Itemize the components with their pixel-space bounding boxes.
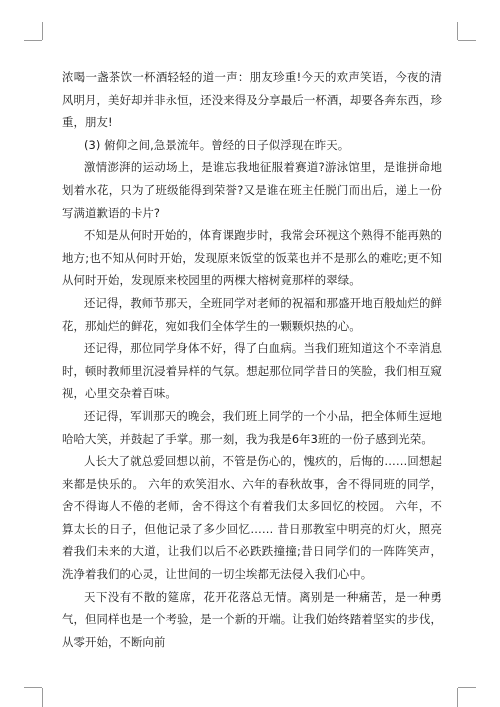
- paragraph: 人长大了就总爱回想以前，不管是伤心的，愧疚的，后悔的……回想起来都是快乐的。 六年的欢笑泪水、六年的春秋故事，舍不得同班的同学，舍不得诲人不倦的老师，舍不得这个有着我们太多回忆的校园。 六年，不算太长的日子，但他记录了多少回忆…… 昔日那教室中明亮的灯火，照亮着我们未来的大道，让我们以后不必跌跌撞撞;昔日同学们的一阵阵笑声，洗净着我们的心灵，让世间的一切尘埃都无法侵入我们心中。: [62, 454, 442, 582]
- paragraph: 还记得，军训那天的晚会，我们班上同学的一个小品，把全体师生逗地哈哈大笑，并鼓起了手掌。那一刻，我为我是6年3班的一份子感到光荣。: [62, 408, 442, 446]
- crop-mark-bottom-left: [24, 687, 42, 688]
- document-body: [62, 66, 442, 653]
- crop-mark-bottom-right: [458, 687, 476, 688]
- paragraph: (3) 俯仰之间,急景流年。曾经的日子似浮现在昨天。: [84, 137, 350, 152]
- crop-mark-top-left: [24, 40, 42, 41]
- paragraph: 浓喝一盏茶饮一杯酒轻轻的道一声：朋友珍重!今天的欢声笑语，今夜的清风明月，美好却并非永恒，还没来得及分享最后一杯酒，却要各奔东西，珍重，朋友!: [62, 70, 442, 130]
- crop-mark-top-right: [457, 22, 458, 40]
- crop-mark-bottom-left: [42, 688, 43, 707]
- paragraph: 不知是从何时开始的，体育课跑步时，我常会环视这个熟得不能再熟的地方;也不知从何时开始，发现原来饭堂的饭菜也并不是那么的难吃;更不知从何时开始，发现原来校园里的两棵大榕树竟那样的翠绿。: [62, 228, 442, 288]
- paragraph: 还记得，教师节那天，全班同学对老师的祝福和那盛开地百般灿烂的鲜花，那灿烂的鲜花，宛如我们全体学生的一颗颗炽热的心。: [62, 295, 442, 333]
- paragraph: 还记得，那位同学身体不好，得了白血病。当我们班知道这个不幸消息时，顿时教师里沉浸着异样的气氛。想起那位同学昔日的笑脸，我们相互窥视，心里交杂着百味。: [62, 341, 442, 401]
- crop-mark-top-right: [458, 40, 476, 41]
- paragraph: 天下没有不散的筵席，花开花落总无情。离别是一种痛苦，是一种勇气，但同样也是一个考验，是一个新的开端。让我们始终踏着坚实的步伐，从零开始，不断向前: [62, 589, 442, 649]
- crop-mark-top-left: [42, 22, 43, 40]
- crop-mark-bottom-right: [457, 688, 458, 707]
- paragraph: 激情澎湃的运动场上，是谁忘我地征服着赛道?游泳馆里，是谁拼命地划着水花，只为了班级能得到荣誉?又是谁在班主任脱门而出后，递上一份写满道歉语的卡片?: [62, 160, 442, 220]
